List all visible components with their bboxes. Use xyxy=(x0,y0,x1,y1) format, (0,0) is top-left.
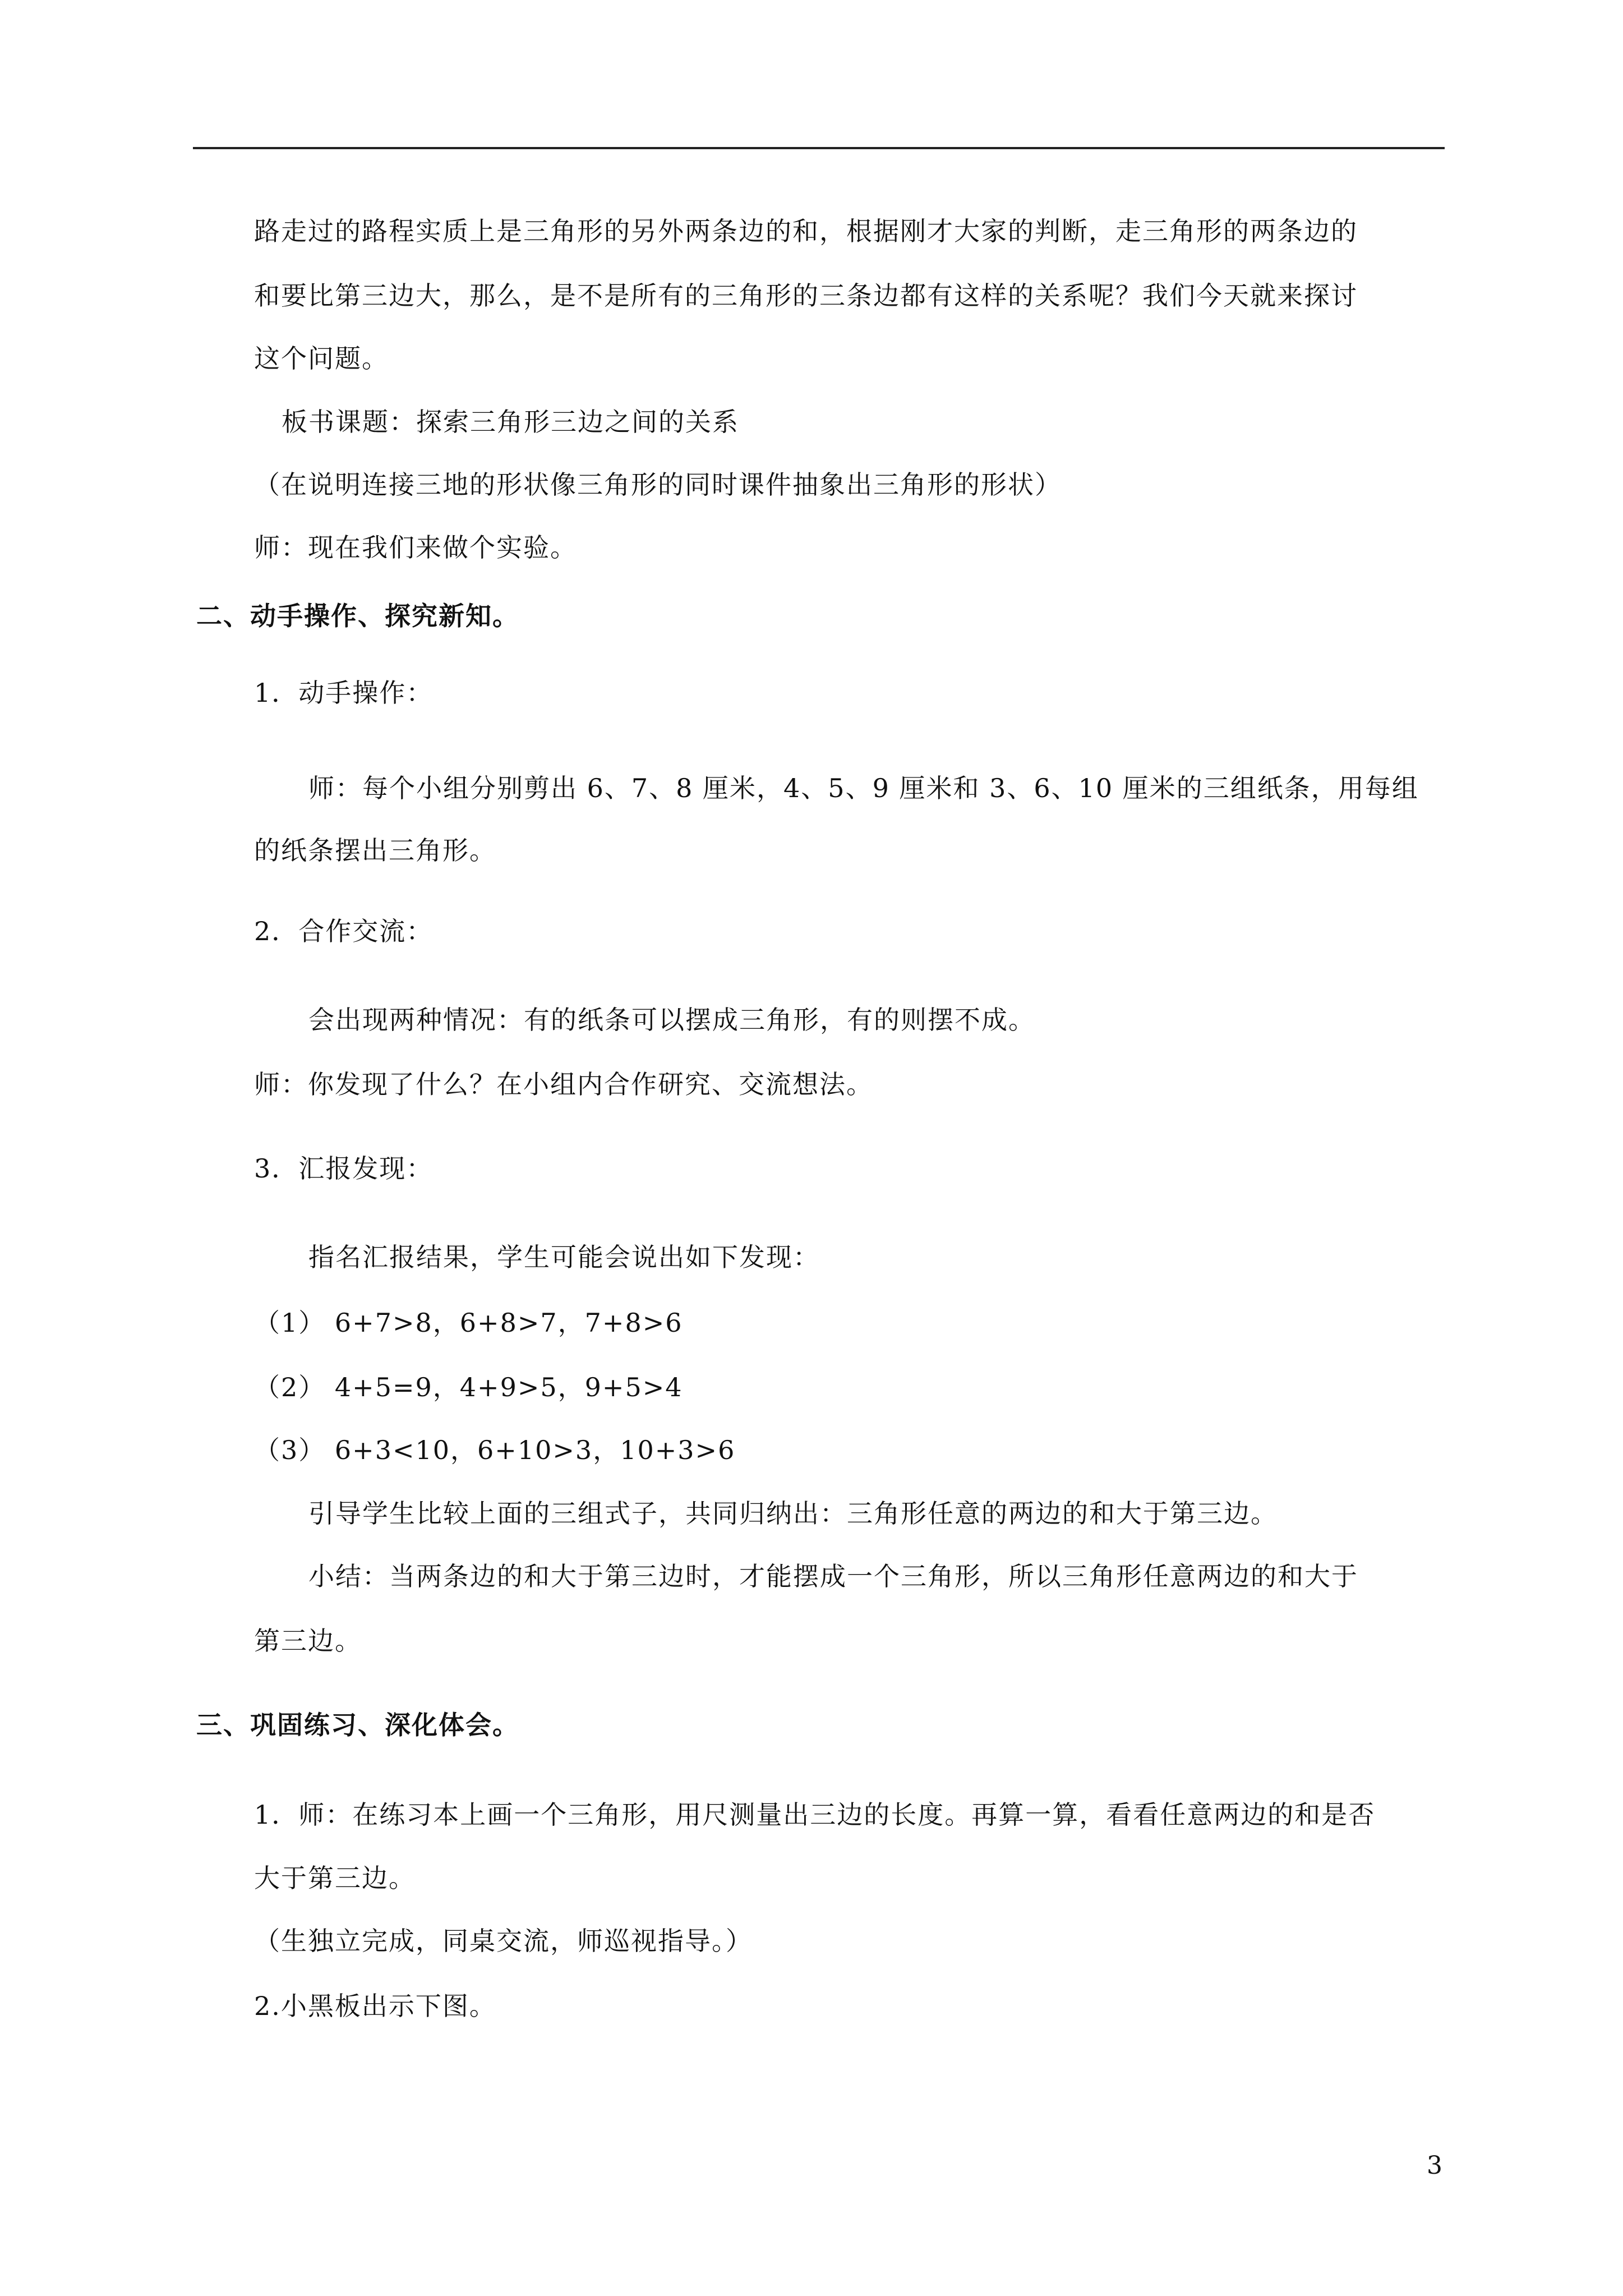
section-heading-2: 二、动手操作、探究新知。 xyxy=(196,601,519,631)
section-heading-3: 三、巩固练习、深化体会。 xyxy=(196,1710,519,1740)
exercise-2-line: 2.小黑板出示下图。 xyxy=(254,1991,496,2021)
teacher-question-line: 师：你发现了什么？在小组内合作研究、交流想法。 xyxy=(254,1069,873,1099)
page-number: 3 xyxy=(1427,2151,1442,2180)
situations-line: 会出现两种情况：有的纸条可以摆成三角形，有的则摆不成。 xyxy=(308,1005,1035,1035)
step-2-heading: 2．合作交流： xyxy=(254,916,434,946)
board-title-line: 板书课题：探索三角形三边之间的关系 xyxy=(282,407,739,437)
exercise-1-line-1: 1．师：在练习本上画一个三角形，用尺测量出三边的长度。再算一算，看看任意两边的和是否 xyxy=(254,1800,1376,1830)
courseware-note: （在说明连接三地的形状像三角形的同时课件抽象出三角形的形状） xyxy=(254,470,1062,500)
body-line-3: 这个问题。 xyxy=(254,343,389,374)
step-3-heading: 3．汇报发现： xyxy=(254,1153,434,1184)
finding-1: （1） 6+7>8，6+8>7，7+8>6 xyxy=(254,1308,683,1338)
body-line-1: 路走过的路程实质上是三角形的另外两条边的和，根据刚才大家的判断，走三角形的两条边的 xyxy=(254,216,1358,246)
step-1-heading: 1．动手操作： xyxy=(254,678,434,708)
body-line-2: 和要比第三边大，那么，是不是所有的三角形的三条边都有这样的关系呢？我们今天就来探讨 xyxy=(254,280,1358,311)
summary-line-2: 第三边。 xyxy=(254,1626,362,1656)
exercise-1-note: （生独立完成，同桌交流，师巡视指导。） xyxy=(254,1926,753,1956)
teacher-instruction-line-2: 的纸条摆出三角形。 xyxy=(254,835,496,866)
header-rule xyxy=(193,147,1445,149)
exercise-1-line-2: 大于第三边。 xyxy=(254,1863,416,1893)
finding-2: （2） 4+5=9，4+9>5，9+5>4 xyxy=(254,1372,683,1402)
teacher-line-experiment: 师：现在我们来做个实验。 xyxy=(254,532,577,563)
conclusion-line: 引导学生比较上面的三组式子，共同归纳出：三角形任意的两边的和大于第三边。 xyxy=(308,1498,1278,1529)
finding-3: （3） 6+3<10，6+10>3，10+3>6 xyxy=(254,1435,736,1465)
summary-line-1: 小结：当两条边的和大于第三边时，才能摆成一个三角形，所以三角形任意两边的和大于 xyxy=(308,1561,1358,1591)
report-line: 指名汇报结果，学生可能会说出如下发现： xyxy=(308,1242,820,1272)
teacher-instruction-line-1: 师：每个小组分别剪出 6、7、8 厘米，4、5、9 厘米和 3、6、10 厘米的三组纸条，用每组 xyxy=(308,773,1419,803)
